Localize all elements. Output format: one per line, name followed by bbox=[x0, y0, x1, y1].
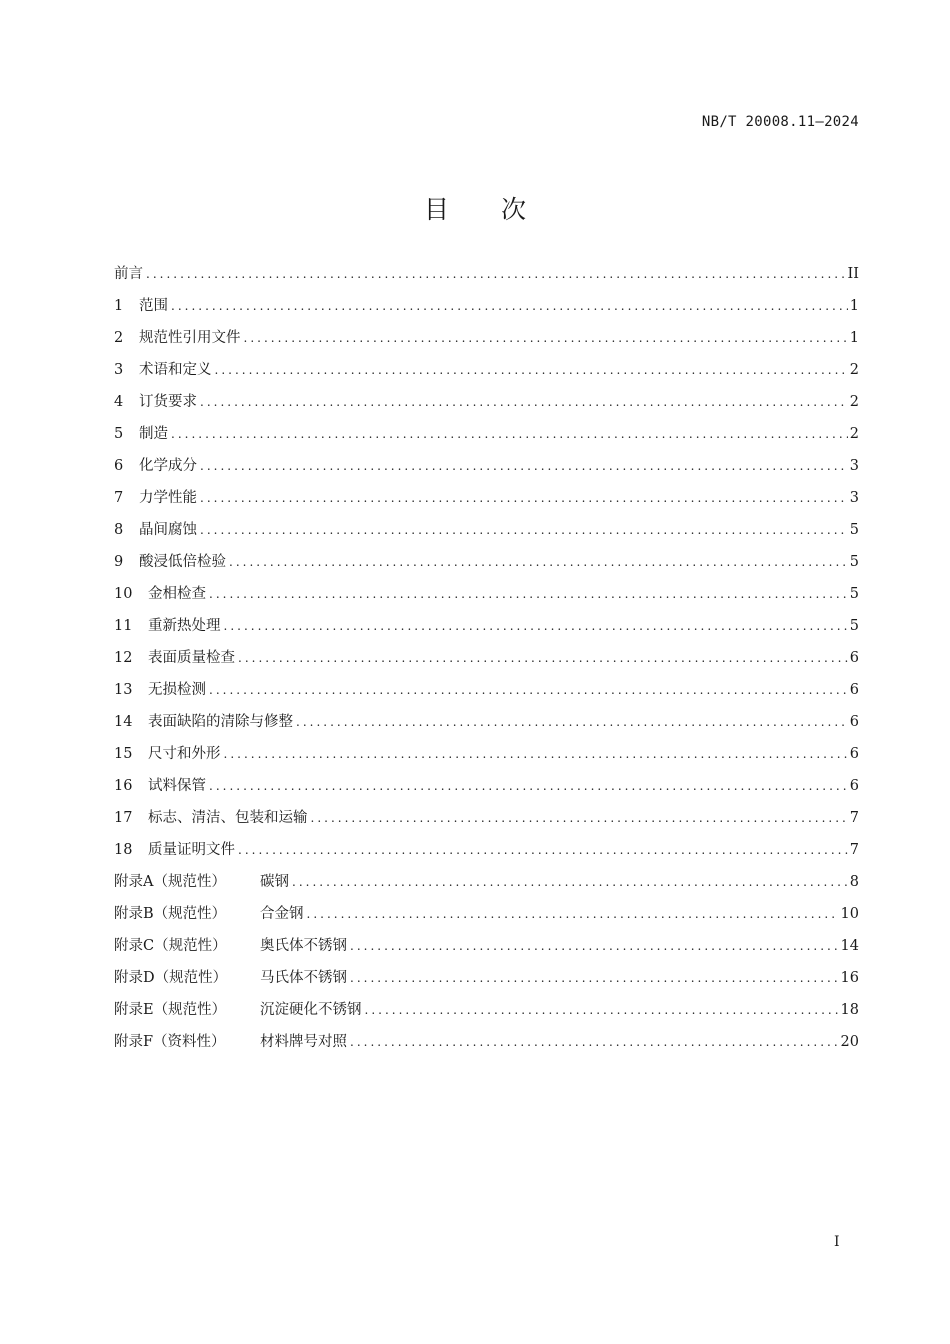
toc-entry-number: 1 bbox=[114, 298, 124, 314]
toc-entry-page: II bbox=[847, 266, 859, 282]
toc-entry-number: 4 bbox=[114, 394, 124, 410]
toc-entry-title: 标志、清洁、包装和运输 bbox=[148, 810, 308, 826]
page-title-part1: 目 bbox=[423, 195, 449, 224]
toc-entry-page: 2 bbox=[849, 394, 859, 410]
toc-leader-dots bbox=[292, 870, 848, 894]
toc-entry-page: 1 bbox=[849, 298, 859, 314]
toc-leader-dots bbox=[200, 390, 848, 414]
toc-entry-title: 前言 bbox=[114, 266, 143, 282]
toc-leader-dots bbox=[146, 262, 846, 286]
toc-entry-page: 6 bbox=[849, 714, 859, 730]
toc-annex-page: 18 bbox=[840, 1002, 859, 1018]
toc-leader-dots bbox=[350, 934, 839, 958]
toc-entry-number: 9 bbox=[114, 554, 124, 570]
toc-annex-title: 材料牌号对照 bbox=[260, 1034, 347, 1050]
toc-entry-5[interactable] bbox=[114, 422, 859, 454]
toc-annex-title: 马氏体不锈钢 bbox=[260, 970, 347, 986]
toc-annex-a[interactable] bbox=[114, 870, 859, 902]
toc-entry-14[interactable] bbox=[114, 710, 859, 742]
toc-entry-12[interactable] bbox=[114, 646, 859, 678]
toc-annex-tag: 附录D（规范性） bbox=[114, 970, 228, 986]
toc-leader-dots bbox=[238, 646, 848, 670]
toc-entry-number: 3 bbox=[114, 362, 124, 378]
toc-annex-e[interactable] bbox=[114, 998, 859, 1030]
toc-entry-17[interactable] bbox=[114, 806, 859, 838]
toc-entry-page: 3 bbox=[849, 490, 859, 506]
toc-annex-tag: 附录C（规范性） bbox=[114, 938, 227, 954]
toc-annex-title: 沉淀硬化不锈钢 bbox=[260, 1002, 362, 1018]
page-number: I bbox=[834, 1234, 840, 1250]
toc-entry-number: 18 bbox=[114, 842, 133, 858]
toc-entry-page: 7 bbox=[849, 842, 859, 858]
toc-entry-title: 质量证明文件 bbox=[148, 842, 235, 858]
toc-entry-title: 试料保管 bbox=[148, 778, 206, 794]
toc-leader-dots bbox=[296, 710, 848, 734]
toc-entry-number: 16 bbox=[114, 778, 133, 794]
toc-leader-dots bbox=[224, 614, 848, 638]
toc-leader-dots bbox=[365, 998, 839, 1022]
toc-entry-page: 5 bbox=[849, 618, 859, 634]
toc-entry-number: 6 bbox=[114, 458, 124, 474]
toc-entry-number: 7 bbox=[114, 490, 124, 506]
toc-entry-4[interactable] bbox=[114, 390, 859, 422]
toc-leader-dots bbox=[229, 550, 848, 574]
toc-leader-dots bbox=[200, 454, 848, 478]
toc-entry-number: 10 bbox=[114, 586, 133, 602]
toc-entry-title: 尺寸和外形 bbox=[148, 746, 221, 762]
toc-leader-dots bbox=[238, 838, 848, 862]
toc-entry-9[interactable] bbox=[114, 550, 859, 582]
toc-entry-page: 1 bbox=[849, 330, 859, 346]
toc-entry-number: 14 bbox=[114, 714, 133, 730]
toc-leader-dots bbox=[171, 294, 848, 318]
toc-entry-page: 6 bbox=[849, 746, 859, 762]
toc-annex-page: 10 bbox=[840, 906, 859, 922]
toc-entry-number: 5 bbox=[114, 426, 124, 442]
toc-entry-10[interactable] bbox=[114, 582, 859, 614]
toc-entry-title: 订货要求 bbox=[139, 394, 197, 410]
toc-entry-15[interactable] bbox=[114, 742, 859, 774]
toc-entry-8[interactable] bbox=[114, 518, 859, 550]
toc-leader-dots bbox=[200, 486, 848, 510]
toc-entry-number: 17 bbox=[114, 810, 133, 826]
toc-entry-page: 6 bbox=[849, 778, 859, 794]
toc-entry-number: 11 bbox=[114, 618, 133, 634]
toc-entry-11[interactable] bbox=[114, 614, 859, 646]
toc-leader-dots bbox=[350, 966, 839, 990]
toc-entry-6[interactable] bbox=[114, 454, 859, 486]
toc-annex-tag: 附录B（规范性） bbox=[114, 906, 227, 922]
toc-entry-page: 3 bbox=[849, 458, 859, 474]
toc-annex-tag: 附录A（规范性） bbox=[114, 874, 226, 890]
toc-leader-dots bbox=[244, 326, 848, 350]
toc-leader-dots bbox=[215, 358, 848, 382]
toc-entry-title: 金相检查 bbox=[148, 586, 206, 602]
toc-entry-foreword[interactable] bbox=[114, 262, 859, 294]
toc-annex-b[interactable] bbox=[114, 902, 859, 934]
toc-entry-1[interactable] bbox=[114, 294, 859, 326]
toc-entry-title: 晶间腐蚀 bbox=[139, 522, 197, 538]
toc-annex-d[interactable] bbox=[114, 966, 859, 998]
standard-number: NB/T 20008.11—2024 bbox=[701, 114, 859, 130]
toc-annex-page: 16 bbox=[840, 970, 859, 986]
toc-entry-page: 5 bbox=[849, 522, 859, 538]
toc-entry-title: 范围 bbox=[139, 298, 168, 314]
toc-entry-13[interactable] bbox=[114, 678, 859, 710]
toc-leader-dots bbox=[171, 422, 848, 446]
toc-annex-title: 合金钢 bbox=[260, 906, 304, 922]
toc-entry-title: 酸浸低倍检验 bbox=[139, 554, 226, 570]
toc-entry-title: 表面质量检查 bbox=[148, 650, 235, 666]
toc-entry-title: 重新热处理 bbox=[148, 618, 221, 634]
toc-entry-16[interactable] bbox=[114, 774, 859, 806]
toc-entry-number: 15 bbox=[114, 746, 133, 762]
toc-annex-f[interactable] bbox=[114, 1030, 859, 1062]
toc-leader-dots bbox=[311, 806, 848, 830]
toc-leader-dots bbox=[307, 902, 839, 926]
toc-entry-page: 6 bbox=[849, 682, 859, 698]
toc-entry-7[interactable] bbox=[114, 486, 859, 518]
toc-entry-page: 7 bbox=[849, 810, 859, 826]
toc-annex-page: 14 bbox=[840, 938, 859, 954]
toc-entry-number: 2 bbox=[114, 330, 124, 346]
toc-annex-page: 8 bbox=[849, 874, 859, 890]
toc-annex-tag: 附录E（规范性） bbox=[114, 1002, 227, 1018]
page-title-part2: 次 bbox=[501, 195, 527, 224]
toc-entry-18[interactable] bbox=[114, 838, 859, 870]
toc-annex-page: 20 bbox=[840, 1034, 859, 1050]
toc-entry-number: 8 bbox=[114, 522, 124, 538]
toc-leader-dots bbox=[224, 742, 848, 766]
toc-annex-title: 碳钢 bbox=[260, 874, 289, 890]
toc-entry-title: 化学成分 bbox=[139, 458, 197, 474]
toc-entry-3[interactable] bbox=[114, 358, 859, 390]
toc-entry-title: 规范性引用文件 bbox=[139, 330, 241, 346]
toc-leader-dots bbox=[350, 1030, 839, 1054]
toc-leader-dots bbox=[209, 678, 848, 702]
toc-entry-title: 术语和定义 bbox=[139, 362, 212, 378]
toc-entry-page: 5 bbox=[849, 554, 859, 570]
toc-leader-dots bbox=[200, 518, 848, 542]
toc-entry-title: 表面缺陷的清除与修整 bbox=[148, 714, 293, 730]
toc-annex-c[interactable] bbox=[114, 934, 859, 966]
toc-entry-title: 力学性能 bbox=[139, 490, 197, 506]
toc-annex-title: 奥氏体不锈钢 bbox=[260, 938, 347, 954]
toc-entry-number: 13 bbox=[114, 682, 133, 698]
toc-leader-dots bbox=[209, 774, 848, 798]
toc-entry-page: 2 bbox=[849, 362, 859, 378]
toc-entry-title: 无损检测 bbox=[148, 682, 206, 698]
toc-list bbox=[114, 262, 859, 1062]
toc-entry-page: 2 bbox=[849, 426, 859, 442]
toc-entry-title: 制造 bbox=[139, 426, 168, 442]
toc-entry-page: 6 bbox=[849, 650, 859, 666]
toc-entry-2[interactable] bbox=[114, 326, 859, 358]
toc-leader-dots bbox=[209, 582, 848, 606]
toc-entry-number: 12 bbox=[114, 650, 133, 666]
toc-annex-tag: 附录F（资料性） bbox=[114, 1034, 226, 1050]
page-title bbox=[0, 190, 950, 226]
toc-entry-page: 5 bbox=[849, 586, 859, 602]
